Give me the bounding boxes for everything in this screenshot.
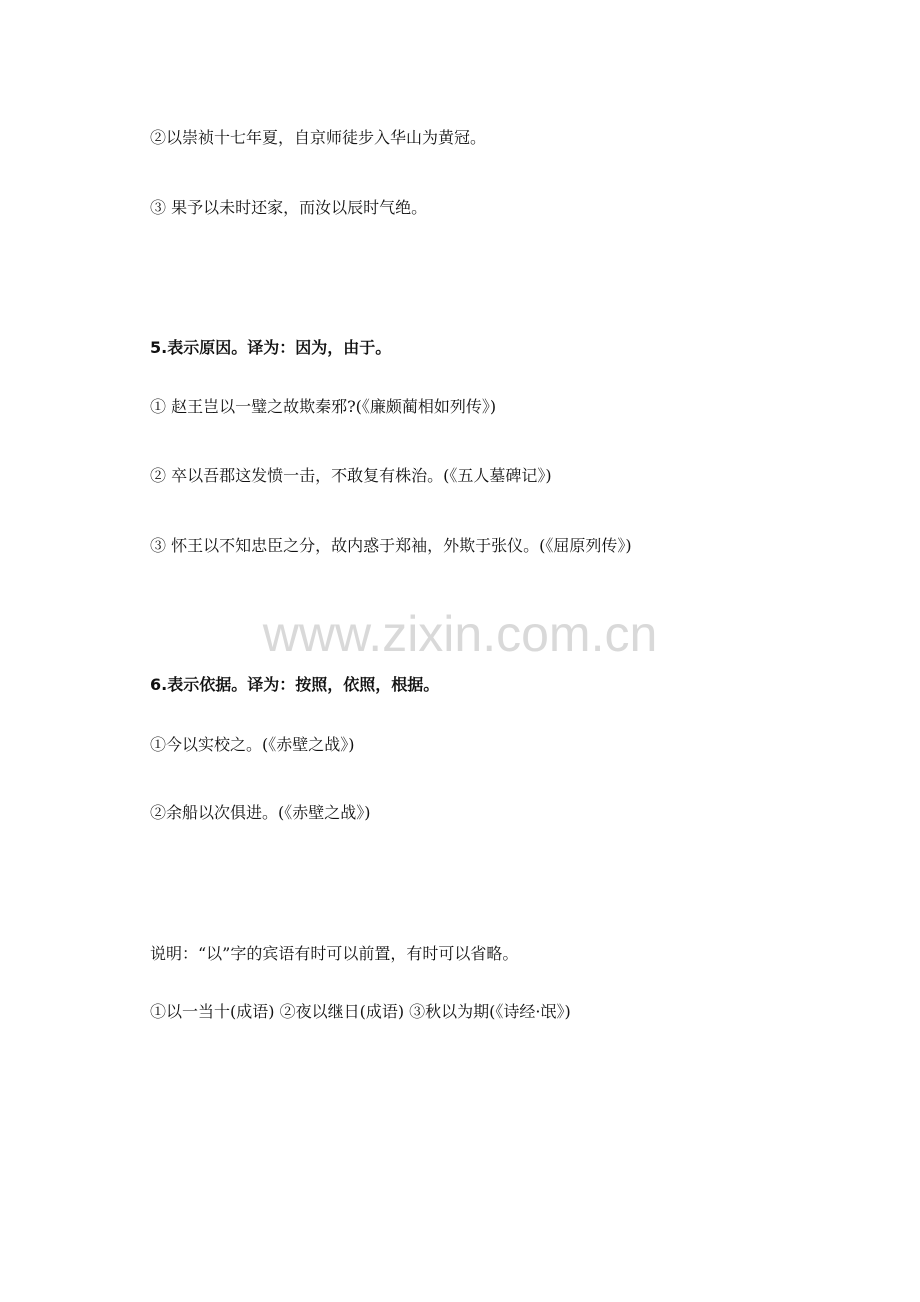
idiom-examples-line: ①以一当十(成语) ②夜以继日(成语) ③秋以为期(《诗经·氓》) bbox=[150, 1002, 571, 1021]
example-line-2-zuyi: ② 卒以吾郡这发愤一击，不敢复有株治。(《五人墓碑记》) bbox=[150, 466, 552, 485]
note-line: 说明：“以”字的宾语有时可以前置，有时可以省略。 bbox=[150, 944, 519, 963]
example-line-3-weishi: ③ 果予以未时还家，而汝以辰时气绝。 bbox=[150, 198, 428, 217]
section-heading-5-cause: 5.表示原因。译为：因为，由于。 bbox=[150, 338, 392, 357]
watermark-text: www.zixin.com.cn bbox=[262, 606, 658, 662]
example-line-2-chongzhen: ②以崇祯十七年夏，自京师徒步入华山为黄冠。 bbox=[150, 128, 487, 147]
example-line-1-jinyi: ①今以实校之。(《赤壁之战》) bbox=[150, 735, 355, 754]
example-line-1-zhaowang: ① 赵王岂以一璧之故欺秦邪?(《廉颇蔺相如列传》) bbox=[150, 397, 497, 416]
section-heading-6-basis: 6.表示依据。译为：按照，依照，根据。 bbox=[150, 675, 440, 694]
example-line-3-huaiwang: ③ 怀王以不知忠臣之分，故内惑于郑袖，外欺于张仪。(《屈原列传》) bbox=[150, 536, 632, 555]
example-line-2-yuchuan: ②余船以次俱进。(《赤壁之战》) bbox=[150, 803, 371, 822]
